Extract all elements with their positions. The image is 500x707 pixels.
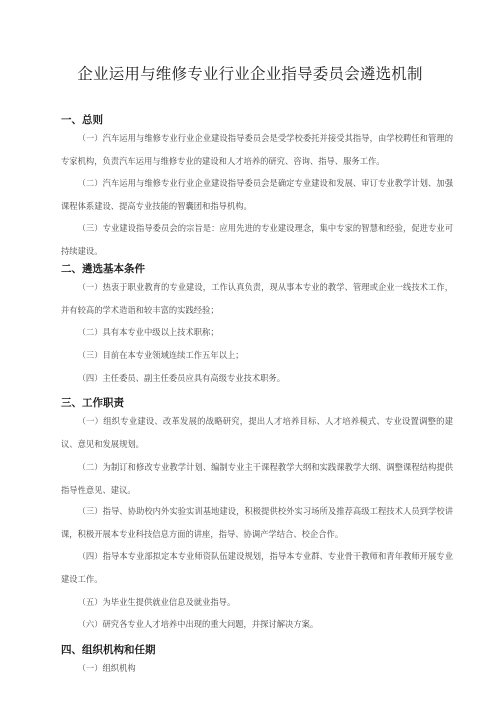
section-heading-duties: 三、工作职责 [61, 397, 124, 409]
section-heading-criteria: 二、遴选基本条件 [61, 263, 145, 275]
paragraph: （二）汽车运用与维修专业行业企业建设指导委员会是确定专业建设和发展、审订专业教学计划、加强课程体系建设、提高专业技能的智囊团和指导机构。 [61, 178, 453, 211]
paragraph: （四）主任委员、副主任委员应具有高级专业技术职务。 [77, 373, 286, 383]
paragraph: （一）组织机构 [77, 663, 136, 673]
section-heading-general: 一、总则 [61, 114, 103, 126]
paragraph: （一）汽车运用与维修专业行业企业建设指导委员会是受学校委托并接受其指导，由学校聘任和管理的专家机构，负责汽车运用与维修专业的建设和人才培养的研究、咨询、指导、服务工作。 [61, 133, 453, 166]
paragraph: （三）指导、协助校内外实验实训基地建设，积极提供校外实习场所及推荐高级工程技术人员到学校讲课，积极开展本专业科技信息方面的讲座，指导、协调产学结合、校企合作。 [61, 506, 453, 539]
paragraph: （二）为制订和修改专业教学计划、编制专业主干课程教学大纲和实践课教学大纲、调整课程结构提供指导性意见、建议。 [61, 462, 453, 495]
paragraph: （一）组织专业建设、改革发展的战略研究，提出人才培养目标、人才培养模式、专业设置调整的建议、意见和发展规划。 [61, 416, 453, 449]
paragraph: （二）具有本专业中级以上技术职称； [77, 327, 219, 337]
paragraph: （六）研究各专业人才培养中出现的重大问题，并探讨解决方案。 [77, 619, 319, 629]
paragraph: （一）热衷于职业教育的专业建设，工作认真负责，现从事本专业的教学、管理或企业一线技术工作，并有较高的学术造诣和较丰富的实践经验； [61, 282, 453, 315]
paragraph: （五）为毕业生提供就业信息及就业指导。 [77, 597, 236, 607]
paragraph: （四）指导本专业部拟定本专业师资队伍建设规划，指导本专业群、专业骨干教师和青年教师开展专业建设工作。 [61, 551, 453, 584]
document-title: 企业运用与维修专业行业企业指导委员会遴选机制 [77, 65, 423, 83]
section-heading-organization: 四、组织机构和任期 [61, 644, 156, 656]
paragraph: （三）目前在本专业领域连续工作五年以上； [77, 350, 244, 360]
paragraph: （三）专业建设指导委员会的宗旨是：应用先进的专业建设理念，集中专家的智慧和经验，促进专业可持续建设。 [61, 223, 453, 256]
